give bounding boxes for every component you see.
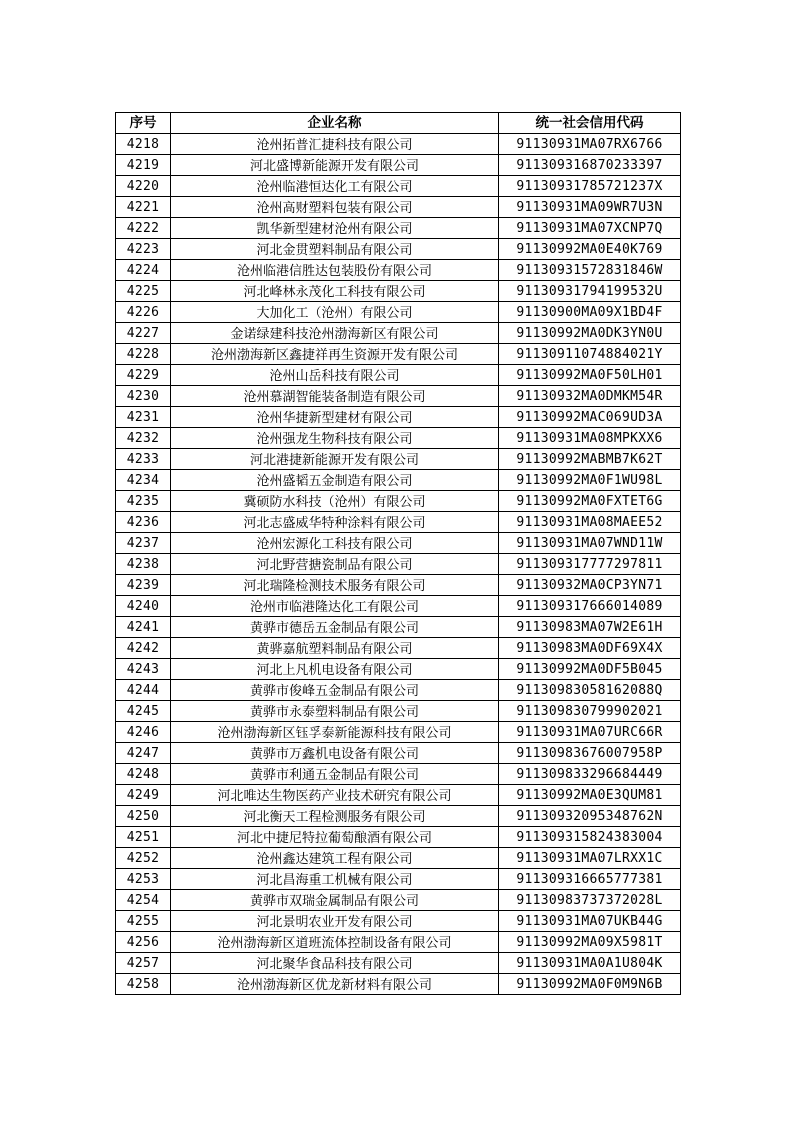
serial-cell: 4221 bbox=[116, 197, 171, 218]
credit-code-cell: 91130992MA0DF5B045 bbox=[499, 659, 681, 680]
table-row bbox=[116, 512, 681, 533]
serial-cell: 4234 bbox=[116, 470, 171, 491]
serial-cell: 4254 bbox=[116, 890, 171, 911]
credit-code-cell: 91130931572831846W bbox=[499, 260, 681, 281]
serial-cell: 4227 bbox=[116, 323, 171, 344]
credit-code-cell: 91130992MA0E40K769 bbox=[499, 239, 681, 260]
serial-cell: 4228 bbox=[116, 344, 171, 365]
table-row bbox=[116, 281, 681, 302]
company-name-cell: 沧州临港信胜达包装股份有限公司 bbox=[171, 260, 499, 281]
credit-code-cell: 91130931MA07WND11W bbox=[499, 533, 681, 554]
serial-cell: 4235 bbox=[116, 491, 171, 512]
serial-cell: 4223 bbox=[116, 239, 171, 260]
serial-cell: 4225 bbox=[116, 281, 171, 302]
credit-code-cell: 91130931MA07UKB44G bbox=[499, 911, 681, 932]
serial-cell: 4256 bbox=[116, 932, 171, 953]
company-name-cell: 沧州华捷新型建材有限公司 bbox=[171, 407, 499, 428]
table-row bbox=[116, 134, 681, 155]
company-name-cell: 黄骅市万鑫机电设备有限公司 bbox=[171, 743, 499, 764]
company-name-cell: 黄骅市俊峰五金制品有限公司 bbox=[171, 680, 499, 701]
company-name-cell: 沧州盛韬五金制造有限公司 bbox=[171, 470, 499, 491]
credit-code-cell: 91130932095348762N bbox=[499, 806, 681, 827]
company-name-cell: 河北上凡机电设备有限公司 bbox=[171, 659, 499, 680]
table-row bbox=[116, 722, 681, 743]
table-row bbox=[116, 407, 681, 428]
company-name-cell: 黄骅市永泰塑料制品有限公司 bbox=[171, 701, 499, 722]
credit-code-cell: 91130911074884021Y bbox=[499, 344, 681, 365]
serial-cell: 4251 bbox=[116, 827, 171, 848]
serial-cell: 4252 bbox=[116, 848, 171, 869]
table-row bbox=[116, 785, 681, 806]
serial-cell: 4241 bbox=[116, 617, 171, 638]
credit-code-cell: 91130931MA07URC66R bbox=[499, 722, 681, 743]
table-header bbox=[116, 113, 681, 134]
serial-cell: 4244 bbox=[116, 680, 171, 701]
serial-cell: 4237 bbox=[116, 533, 171, 554]
serial-cell: 4220 bbox=[116, 176, 171, 197]
serial-cell: 4224 bbox=[116, 260, 171, 281]
credit-code-cell: 91130992MA0F0M9N6B bbox=[499, 974, 681, 995]
company-name-cell: 河北唯达生物医药产业技术研究有限公司 bbox=[171, 785, 499, 806]
table-row bbox=[116, 869, 681, 890]
serial-cell: 4239 bbox=[116, 575, 171, 596]
serial-cell: 4218 bbox=[116, 134, 171, 155]
credit-code-cell: 911309830799902021 bbox=[499, 701, 681, 722]
serial-cell: 4230 bbox=[116, 386, 171, 407]
table-row bbox=[116, 848, 681, 869]
table-body bbox=[116, 134, 681, 995]
company-name-cell: 黄骅市双瑞金属制品有限公司 bbox=[171, 890, 499, 911]
credit-code-cell: 91130983737372028L bbox=[499, 890, 681, 911]
credit-code-cell: 91130992MA09X5981T bbox=[499, 932, 681, 953]
credit-code-cell: 911309317666014089 bbox=[499, 596, 681, 617]
serial-cell: 4238 bbox=[116, 554, 171, 575]
table-row bbox=[116, 701, 681, 722]
company-name-cell: 河北景明农业开发有限公司 bbox=[171, 911, 499, 932]
company-table bbox=[115, 112, 681, 995]
credit-code-cell: 91130931MA07RX6766 bbox=[499, 134, 681, 155]
serial-cell: 4226 bbox=[116, 302, 171, 323]
credit-code-cell: 91130931MA07XCNP7Q bbox=[499, 218, 681, 239]
table-row bbox=[116, 596, 681, 617]
company-name-cell: 沧州慕湖智能装备制造有限公司 bbox=[171, 386, 499, 407]
table-row bbox=[116, 155, 681, 176]
company-name-cell: 河北聚华食品科技有限公司 bbox=[171, 953, 499, 974]
table-row bbox=[116, 764, 681, 785]
table-row bbox=[116, 491, 681, 512]
company-name-cell: 黄骅嘉航塑料制品有限公司 bbox=[171, 638, 499, 659]
credit-code-cell: 91130931MA0A1U804K bbox=[499, 953, 681, 974]
credit-code-cell: 911309315824383004 bbox=[499, 827, 681, 848]
company-name-cell: 河北昌海重工机械有限公司 bbox=[171, 869, 499, 890]
company-name-cell: 沧州渤海新区道班流体控制设备有限公司 bbox=[171, 932, 499, 953]
table-row bbox=[116, 617, 681, 638]
serial-cell: 4247 bbox=[116, 743, 171, 764]
company-name-cell: 沧州强龙生物科技有限公司 bbox=[171, 428, 499, 449]
credit-code-cell: 91130931MA08MPKXX6 bbox=[499, 428, 681, 449]
company-name-cell: 黄骅市利通五金制品有限公司 bbox=[171, 764, 499, 785]
company-name-cell: 冀硕防水科技（沧州）有限公司 bbox=[171, 491, 499, 512]
company-name-cell: 河北志盛威华特种涂料有限公司 bbox=[171, 512, 499, 533]
serial-cell: 4258 bbox=[116, 974, 171, 995]
table-row bbox=[116, 218, 681, 239]
company-name-cell: 凯华新型建材沧州有限公司 bbox=[171, 218, 499, 239]
serial-cell: 4242 bbox=[116, 638, 171, 659]
company-name-cell: 河北盛博新能源开发有限公司 bbox=[171, 155, 499, 176]
table-row bbox=[116, 638, 681, 659]
credit-code-cell: 91130931MA09WR7U3N bbox=[499, 197, 681, 218]
credit-code-cell: 911309316870233397 bbox=[499, 155, 681, 176]
company-name-cell: 沧州渤海新区优龙新材料有限公司 bbox=[171, 974, 499, 995]
credit-code-cell: 911309317777297811 bbox=[499, 554, 681, 575]
credit-code-cell: 91130992MABMB7K62T bbox=[499, 449, 681, 470]
credit-code-cell: 91130900MA09X1BD4F bbox=[499, 302, 681, 323]
company-name-cell: 沧州渤海新区鑫捷祥再生资源开发有限公司 bbox=[171, 344, 499, 365]
table-row bbox=[116, 197, 681, 218]
header-company-name: 企业名称 bbox=[171, 113, 499, 134]
company-name-cell: 沧州渤海新区钰孚泰新能源科技有限公司 bbox=[171, 722, 499, 743]
table-row bbox=[116, 890, 681, 911]
serial-cell: 4222 bbox=[116, 218, 171, 239]
serial-cell: 4236 bbox=[116, 512, 171, 533]
serial-cell: 4240 bbox=[116, 596, 171, 617]
company-name-cell: 河北瑞隆检测技术服务有限公司 bbox=[171, 575, 499, 596]
table-row bbox=[116, 827, 681, 848]
table-row bbox=[116, 239, 681, 260]
company-name-cell: 河北野营搪瓷制品有限公司 bbox=[171, 554, 499, 575]
company-name-cell: 河北港捷新能源开发有限公司 bbox=[171, 449, 499, 470]
company-name-cell: 沧州宏源化工科技有限公司 bbox=[171, 533, 499, 554]
table-row bbox=[116, 743, 681, 764]
credit-code-cell: 91130931MA07LRXX1C bbox=[499, 848, 681, 869]
company-name-cell: 河北峰林永茂化工科技有限公司 bbox=[171, 281, 499, 302]
credit-code-cell: 91130992MAC069UD3A bbox=[499, 407, 681, 428]
table-row bbox=[116, 428, 681, 449]
company-name-cell: 河北中捷尼特拉葡萄酿酒有限公司 bbox=[171, 827, 499, 848]
credit-code-cell: 911309833296684449 bbox=[499, 764, 681, 785]
table-row bbox=[116, 365, 681, 386]
table-row bbox=[116, 680, 681, 701]
serial-cell: 4255 bbox=[116, 911, 171, 932]
credit-code-cell: 91130992MA0FXTET6G bbox=[499, 491, 681, 512]
credit-code-cell: 91130931785721237X bbox=[499, 176, 681, 197]
serial-cell: 4246 bbox=[116, 722, 171, 743]
company-name-cell: 沧州拓普汇捷科技有限公司 bbox=[171, 134, 499, 155]
table-row bbox=[116, 554, 681, 575]
table-row bbox=[116, 974, 681, 995]
credit-code-cell: 91130983MA0DF69X4X bbox=[499, 638, 681, 659]
serial-cell: 4249 bbox=[116, 785, 171, 806]
table-row bbox=[116, 386, 681, 407]
table-row bbox=[116, 344, 681, 365]
serial-cell: 4219 bbox=[116, 155, 171, 176]
table-row bbox=[116, 953, 681, 974]
table-row bbox=[116, 323, 681, 344]
company-name-cell: 大加化工（沧州）有限公司 bbox=[171, 302, 499, 323]
serial-cell: 4245 bbox=[116, 701, 171, 722]
table-row bbox=[116, 302, 681, 323]
table-row bbox=[116, 911, 681, 932]
serial-cell: 4250 bbox=[116, 806, 171, 827]
credit-code-cell: 91130931794199532U bbox=[499, 281, 681, 302]
company-name-cell: 沧州市临港隆达化工有限公司 bbox=[171, 596, 499, 617]
table-row bbox=[116, 575, 681, 596]
company-name-cell: 沧州鑫达建筑工程有限公司 bbox=[171, 848, 499, 869]
credit-code-cell: 91130983676007958P bbox=[499, 743, 681, 764]
serial-cell: 4243 bbox=[116, 659, 171, 680]
credit-code-cell: 91130932MA0DMKM54R bbox=[499, 386, 681, 407]
credit-code-cell: 91130983MA07W2E61H bbox=[499, 617, 681, 638]
credit-code-cell: 91130992MA0DK3YN0U bbox=[499, 323, 681, 344]
serial-cell: 4253 bbox=[116, 869, 171, 890]
header-credit-code: 统一社会信用代码 bbox=[499, 113, 681, 134]
table-row bbox=[116, 449, 681, 470]
credit-code-cell: 91130992MA0F50LH01 bbox=[499, 365, 681, 386]
credit-code-cell: 911309316665777381 bbox=[499, 869, 681, 890]
serial-cell: 4233 bbox=[116, 449, 171, 470]
serial-cell: 4248 bbox=[116, 764, 171, 785]
table-row bbox=[116, 659, 681, 680]
credit-code-cell: 91130992MA0F1WU98L bbox=[499, 470, 681, 491]
table-row bbox=[116, 470, 681, 491]
credit-code-cell: 91130983058162088Q bbox=[499, 680, 681, 701]
company-name-cell: 河北金贯塑料制品有限公司 bbox=[171, 239, 499, 260]
company-name-cell: 沧州山岳科技有限公司 bbox=[171, 365, 499, 386]
serial-cell: 4232 bbox=[116, 428, 171, 449]
header-serial: 序号 bbox=[116, 113, 171, 134]
table-row bbox=[116, 176, 681, 197]
table-row bbox=[116, 806, 681, 827]
credit-code-cell: 91130932MA0CP3YN71 bbox=[499, 575, 681, 596]
table-row bbox=[116, 260, 681, 281]
serial-cell: 4229 bbox=[116, 365, 171, 386]
company-name-cell: 沧州高财塑料包装有限公司 bbox=[171, 197, 499, 218]
table-row bbox=[116, 932, 681, 953]
credit-code-cell: 91130931MA08MAEE52 bbox=[499, 512, 681, 533]
header-row bbox=[116, 113, 681, 134]
table-row bbox=[116, 533, 681, 554]
company-name-cell: 河北衡天工程检测服务有限公司 bbox=[171, 806, 499, 827]
serial-cell: 4257 bbox=[116, 953, 171, 974]
company-name-cell: 黄骅市德岳五金制品有限公司 bbox=[171, 617, 499, 638]
credit-code-cell: 91130992MA0E3QUM81 bbox=[499, 785, 681, 806]
serial-cell: 4231 bbox=[116, 407, 171, 428]
company-name-cell: 金诺绿建科技沧州渤海新区有限公司 bbox=[171, 323, 499, 344]
company-name-cell: 沧州临港恒达化工有限公司 bbox=[171, 176, 499, 197]
